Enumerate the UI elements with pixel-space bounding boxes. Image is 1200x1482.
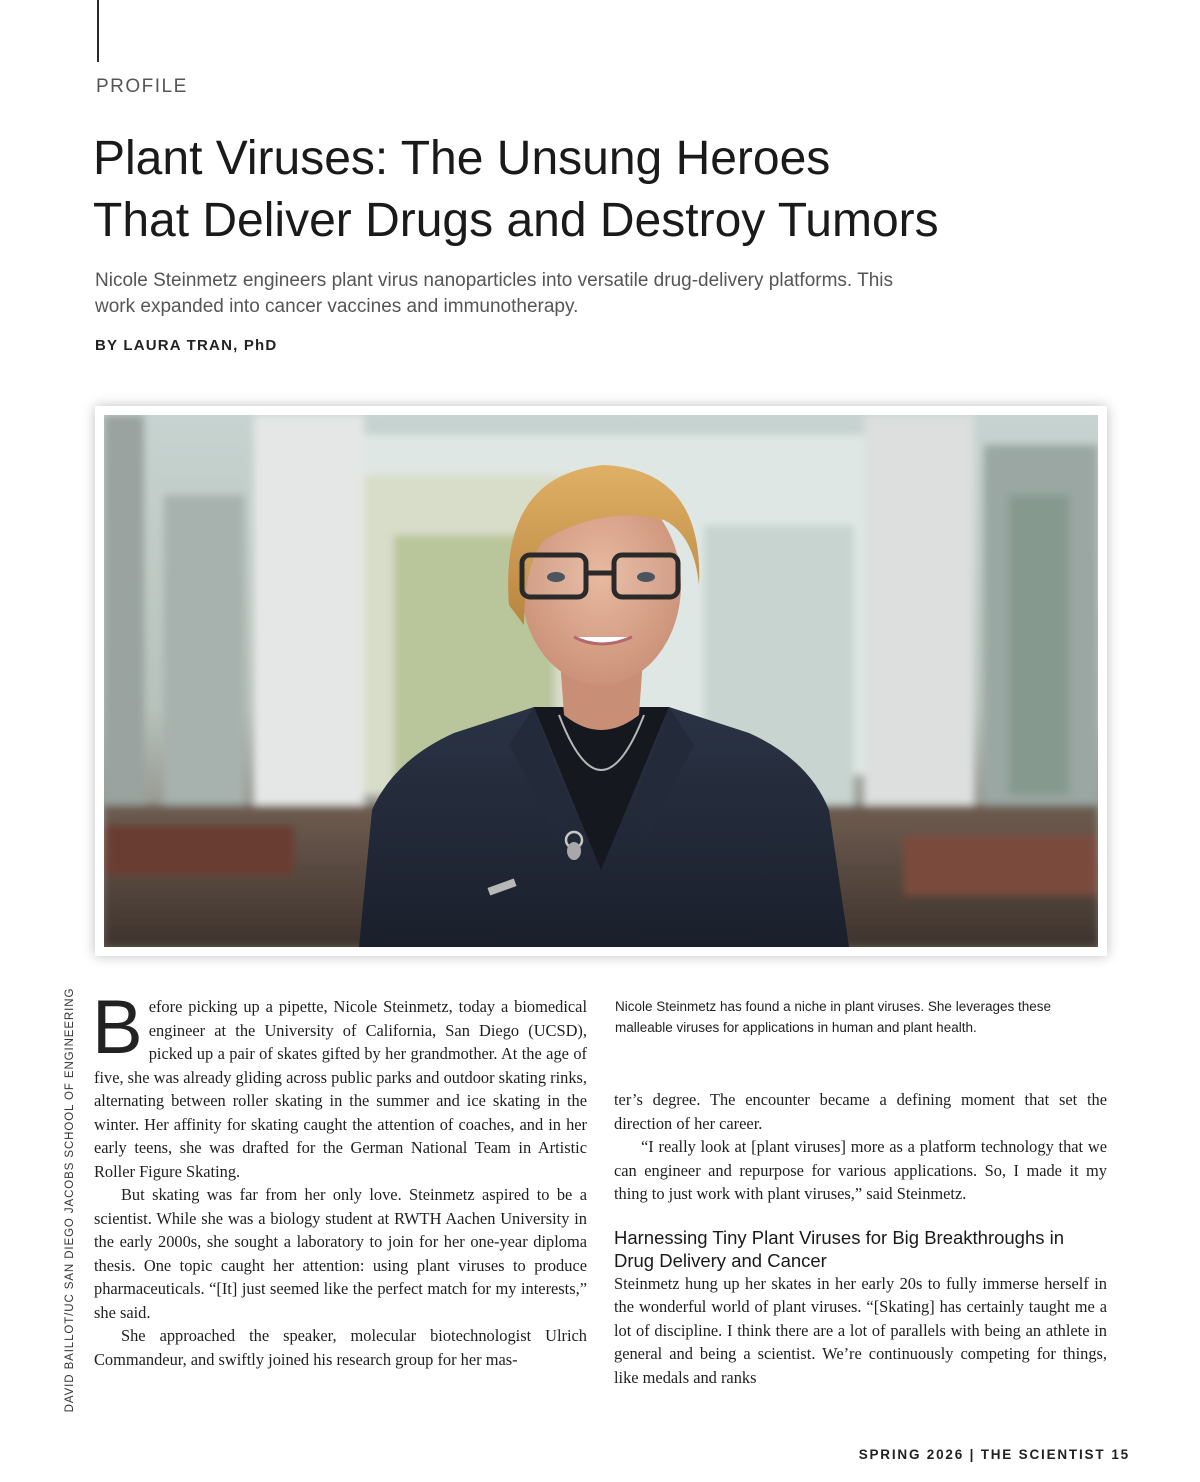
body-paragraph-4: ter’s degree. The encounter became a defining moment that set the direction of her career. <box>614 1090 1107 1133</box>
headline-line-1: Plant Viruses: The Unsung Heroes <box>93 132 831 185</box>
body-paragraph-2: But skating was far from her only love. Steinmetz aspired to be a scientist. While she was a biology student at RWTH Aachen University in the early 2000s, she sought a laboratory to join for her one-year diploma thesis. One topic caught her attention: using plant viruses to produce pharmaceuticals. “[It] just seemed like the perfect match for my interests,” she said. <box>94 1185 587 1322</box>
headline-line-2: That Deliver Drugs and Destroy Tumors <box>93 194 939 247</box>
article-column-right <box>614 1088 1107 1389</box>
body-paragraph-5: “I really look at [plant viruses] more as a platform technology that we can engineer and repurpose for various applications. So, I made it my thing to just work with plant viruses,” said Steinmetz. <box>614 1137 1107 1203</box>
body-paragraph-1: efore picking up a pipette, Nicole Steinmetz, today a biomedical engineer at the University of California, San Diego (UCSD), picked up a pair of skates gifted by her grandmother. At the age of five, she was already gliding across public parks and outdoor skating rinks, alternating between roller skating in the summer and ice skating in the winter. Her affinity for skating caught the attention of coaches, and in her early teens, she was drafted for the German National Team in Artistic Roller Figure Skating. <box>94 997 587 1181</box>
headline <box>93 128 1093 252</box>
photo-credit: DAVID BAILLOT/UC SAN DIEGO JACOBS SCHOOL OF ENGINEERING <box>64 987 76 1413</box>
article-column-left <box>92 985 587 1371</box>
dek: Nicole Steinmetz engineers plant virus nanoparticles into versatile drug-delivery platforms. This work expanded into cancer vaccines and immunotherapy. <box>95 270 894 317</box>
page-number: 15 <box>1111 1447 1130 1462</box>
page-footer <box>859 1447 1130 1462</box>
issue-label: SPRING 2026 | THE SCIENTIST <box>858 1447 1106 1462</box>
portrait-photo-frame <box>95 406 1107 956</box>
top-rule <box>97 0 99 62</box>
dropcap: B <box>92 985 143 1070</box>
body-paragraph-6: Steinmetz hung up her skates in her early 20s to fully immerse herself in the wonderful world of plant viruses. “[Skating] has certainly taught me a lot of discipline. I think there are a lot of parallels with being an athlete in general and being a scientist. We’re continuously competing for things, like medals and ranks <box>614 1273 1107 1387</box>
portrait-photo <box>104 415 1098 947</box>
photo-caption: Nicole Steinmetz has found a niche in plant viruses. She leverages these malleable viruses for applications in human and plant health. <box>615 999 1052 1035</box>
byline: BY LAURA TRAN, PhD <box>95 337 278 354</box>
section-label: PROFILE <box>96 76 188 97</box>
section-subhead: Harnessing Tiny Plant Viruses for Big Breakthroughs in Drug Delivery and Cancer <box>614 1226 1065 1271</box>
body-paragraph-3: She approached the speaker, molecular biotechnologist Ulrich Commandeur, and swiftly joined his research group for her mas- <box>94 1326 587 1369</box>
